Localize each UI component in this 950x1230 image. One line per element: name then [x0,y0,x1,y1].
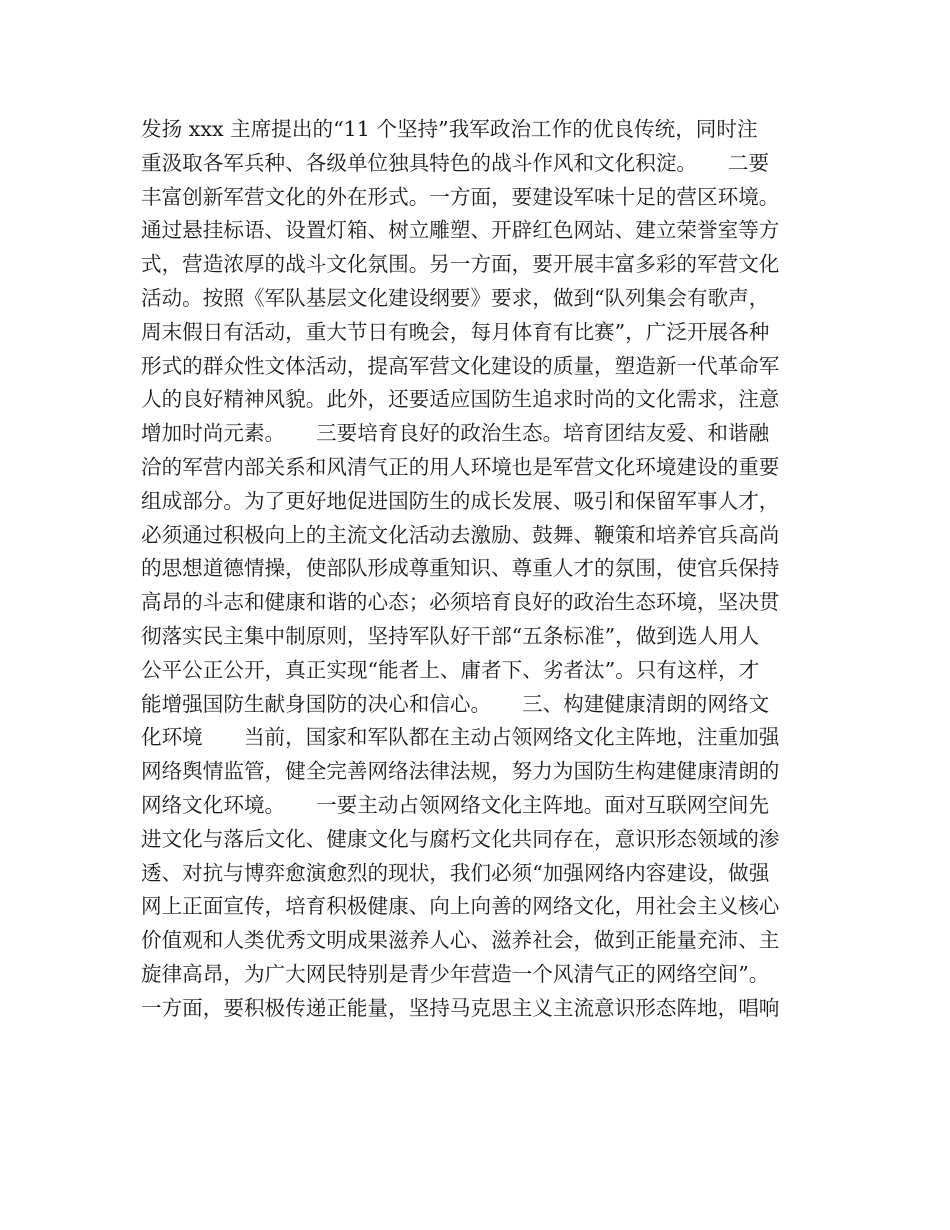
text-line: 人的良好精神风貌。此外，还要适应国防生追求时尚的文化需求，注意 [141,387,780,412]
text-line: 洽的军营内部关系和风清气正的用人环境也是军营文化环境建设的重要 [141,454,780,479]
text-line: 透、对抗与博弈愈演愈烈的现状，我们必须“加强网络内容建设，做强 [141,860,770,885]
text-line: 发扬 xxx 主席提出的“11 个坚持”我军政治工作的优良传统，同时注 [141,117,758,141]
text-line: 公平公正公开，真正实现“能者上、庸者下、劣者汰”。只有这样，才 [141,657,760,682]
text-line: 活动。按照《军队基层文化建设纲要》要求，做到“队列集会有歌声， [141,285,770,310]
text-line: 式，营造浓厚的战斗文化氛围。另一方面，要开展丰富多彩的军营文化 [141,252,780,277]
text-line: 网上正面宣传，培育积极健康、向上向善的网络文化，用社会主义核心 [141,894,780,919]
text-line: 通过悬挂标语、设置灯箱、树立雕塑、开辟红色网站、建立荣誉室等方 [141,218,780,243]
text-line: 价值观和人类优秀文明成果滋养人心、滋养社会，做到正能量充沛、主 [141,928,780,953]
text-line: 增加时尚元素。 三要培育良好的政治生态。培育团结友爱、和谐融 [141,421,770,446]
text-line: 组成部分。为了更好地促进国防生的成长发展、吸引和保留军事人才， [141,488,780,513]
text-line: 高昂的斗志和健康和谐的心态；必须培育良好的政治生态环境，坚决贯 [141,590,780,615]
text-line: 必须通过积极向上的主流文化活动去激励、鼓舞、鞭策和培养官兵高尚 [141,522,780,547]
text-line: 进文化与落后文化、健康文化与腐朽文化共同存在，意识形态领域的渗 [141,826,780,851]
text-line: 网络舆情监管，健全完善网络法律法规，努力为国防生构建健康清朗的 [141,759,780,784]
text-line: 周末假日有活动，重大节日有晚会，每月体育有比赛”，广泛开展各种 [141,319,770,344]
text-line: 彻落实民主集中制原则，坚持军队好干部“五条标准”，做到选人用人 [141,623,760,648]
text-line: 的思想道德情操，使部队形成尊重知识、尊重人才的氛围，使官兵保持 [141,556,780,581]
text-line: 一方面，要积极传递正能量，坚持马克思主义主流意识形态阵地，唱响 [141,995,780,1020]
text-line: 能增强国防生献身国防的决心和信心。 三、构建健康清朗的网络文 [141,691,770,716]
body-text [141,113,817,1026]
text-line: 化环境 当前，国家和军队都在主动占领网络文化主阵地，注重加强 [141,725,780,750]
text-line: 重汲取各军兵种、各级单位独具特色的战斗作风和文化积淀。 二要 [141,150,770,175]
text-line: 旋律高昂，为广大网民特别是青少年营造一个风清气正的网络空间”。 [141,961,770,986]
text-line: 丰富创新军营文化的外在形式。一方面，要建设军味十足的营区环境。 [141,184,780,209]
text-line: 网络文化环境。 一要主动占领网络文化主阵地。面对互联网空间先 [141,792,770,817]
text-line: 形式的群众性文体活动，提高军营文化建设的质量，塑造新一代革命军 [141,353,780,378]
